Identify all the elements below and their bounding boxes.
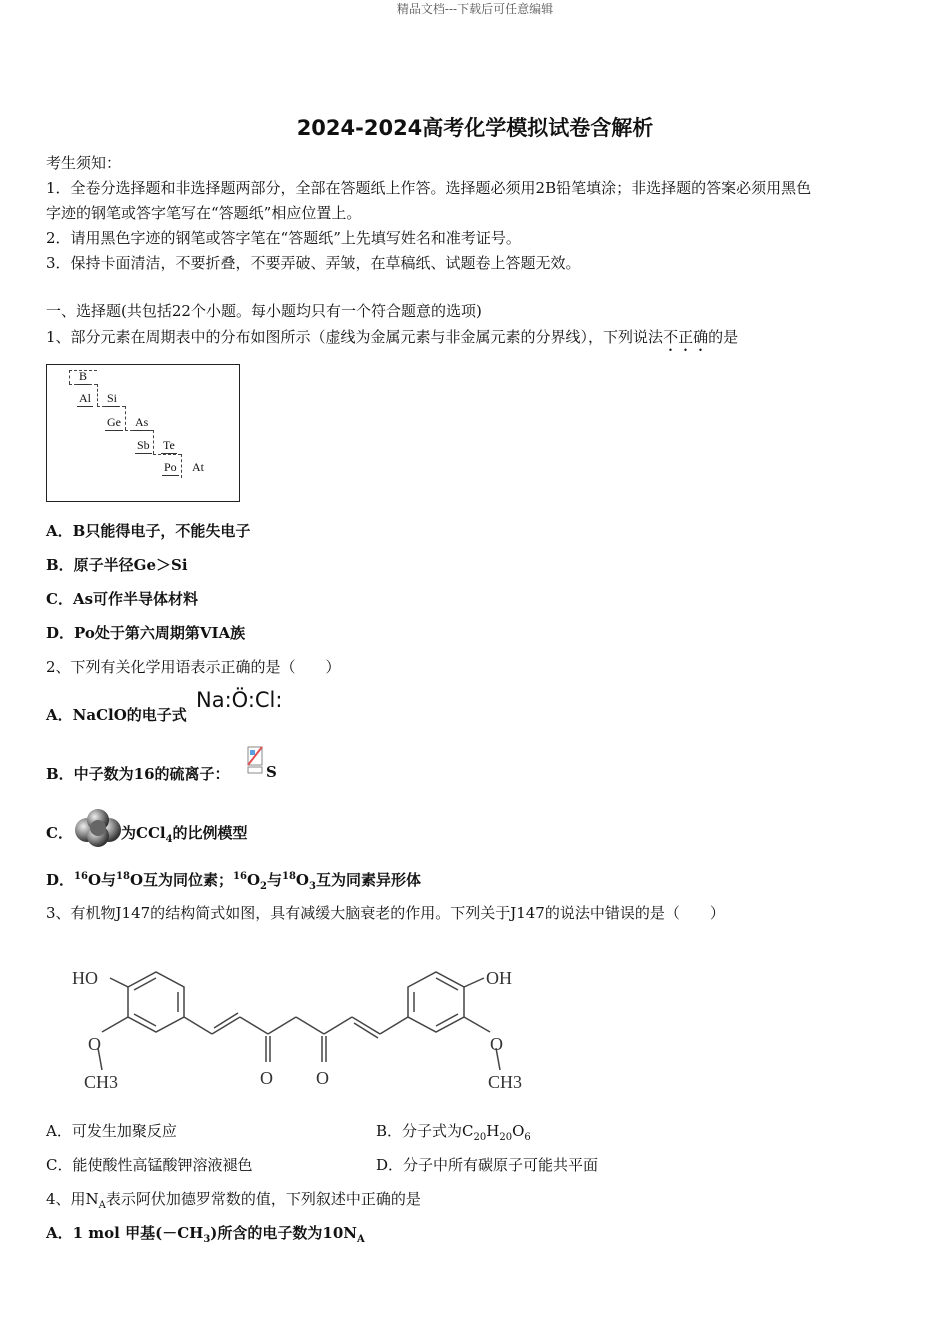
label-O-right: O [490, 1034, 503, 1054]
label-O-left: O [88, 1034, 101, 1054]
label-carbonyl-O: O [316, 1068, 329, 1088]
element-Po: Po [164, 460, 177, 474]
q3-option-b: B．分子式为$C_{20}H_{20}O_6$ [376, 1122, 531, 1143]
q3-option-a: A．可发生加聚反应 [46, 1122, 177, 1140]
label-OH: OH [486, 968, 512, 988]
label-CH3-right: CH3 [488, 1072, 523, 1092]
q2-stem: 2、下列有关化学用语表示正确的是（ ） [46, 658, 341, 676]
q1-option-b: B．原子半径Ge＞Si [46, 556, 188, 574]
periodic-table-figure [46, 364, 240, 502]
notice-item: 2．请用黑色字迹的钢笔或答字笔在“答题纸”上先填写姓名和准考证号。 [46, 229, 521, 247]
element-B: B [79, 369, 88, 383]
q1-option-d: D．Po处于第六周期第VIA族 [46, 624, 246, 642]
label-HO: HO [72, 968, 98, 988]
element-Al: Al [79, 391, 91, 405]
q1-option-c: C．As可作半导体材料 [46, 590, 199, 608]
element-Sb: Sb [137, 438, 150, 452]
q3-option-d: D．分子中所有碳原子可能共平面 [376, 1156, 599, 1174]
q2-option-b: B．中子数为16的硫离子： [46, 765, 230, 783]
q3-option-c: C．能使酸性高锰酸钾溶液褪色 [46, 1156, 253, 1174]
notice-item: 1．全卷分选择题和非选择题两部分，全部在答题纸上作答。选择题必须用2B铅笔填涂；非选择题的答案必须用黑色 [46, 179, 812, 197]
element-Si: Si [107, 391, 118, 405]
ccl4-model-icon [74, 808, 122, 848]
q2-option-a: A．NaClO的电子式 [46, 706, 187, 724]
element-At: At [192, 460, 204, 474]
electron-formula: Na:Ö:Cl: [196, 688, 283, 712]
label-CH3-left: CH3 [84, 1072, 119, 1092]
broken-image-icon [247, 746, 265, 774]
section-heading: 一、选择题(共包括22个小题。每小题均只有一个符合题意的选项) [46, 302, 482, 320]
q2-option-c: 为CCl$_4$的比例模型 [121, 824, 248, 845]
q4-stem: 4、用$N_A$表示阿伏加德罗常数的值，下列叙述中正确的是 [46, 1190, 421, 1211]
sulfur-symbol: S [266, 763, 277, 781]
notice-item: 字迹的钢笔或答字笔写在“答题纸”相应位置上。 [46, 204, 362, 222]
j147-structure-figure [60, 962, 540, 1092]
page-title: 2024-2024高考化学模拟试卷含解析 [296, 116, 654, 140]
q3-stem: 3、有机物J147的结构简式如图，具有减缓大脑衰老的作用。下列关于J147的说法中错误的是（ ） [46, 904, 725, 922]
element-Te: Te [163, 438, 175, 452]
element-As: As [135, 415, 149, 429]
q4-option-a: A．1 mol 甲基$(-CH_3)$所含的电子数为$10N_A$ [46, 1224, 365, 1245]
page-header: 精品文档---下载后可任意编辑 [396, 2, 554, 16]
notice-item: 3．保持卡面清洁，不要折叠，不要弄破、弄皱，在草稿纸、试题卷上答题无效。 [46, 254, 581, 272]
element-Ge: Ge [107, 415, 121, 429]
q2-option-d: D．$^{16}$O与$^{18}$O互为同位素；$^{16}O_2$与$^{18}O_3$互为同素异形体 [46, 871, 421, 892]
q2-option-c-label: C． [46, 824, 73, 842]
notice-heading: 考生须知： [46, 154, 122, 172]
label-carbonyl-O: O [260, 1068, 273, 1088]
q1-stem: 1、部分元素在周期表中的分布如图所示（虚线为金属元素与非金属元素的分界线），下列说法不正确的是 [46, 328, 739, 346]
q1-option-a: A．B只能得电子，不能失电子 [46, 522, 251, 540]
